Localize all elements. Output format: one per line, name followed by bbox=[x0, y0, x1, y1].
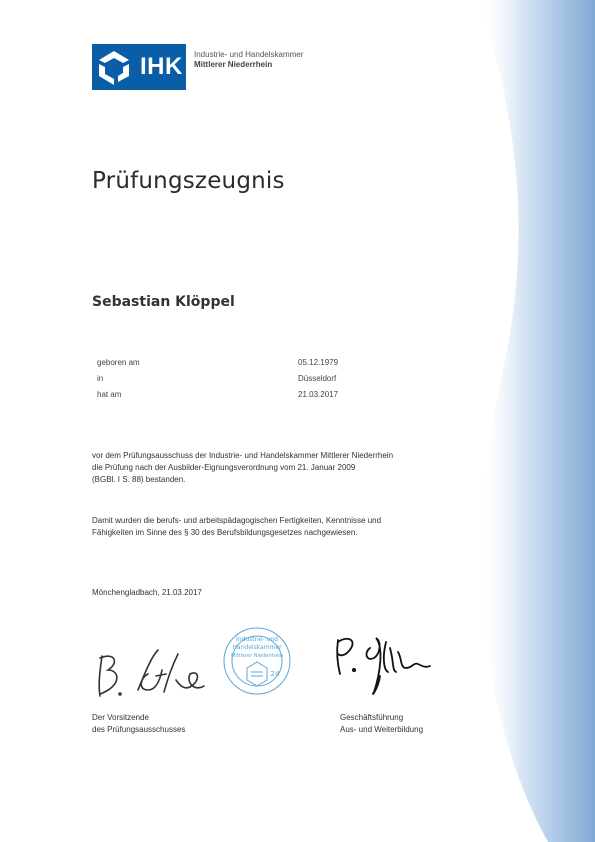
text-line: Damit wurden die berufs- und arbeitspädagogischen Fertigkeiten, Kenntnisse und bbox=[92, 516, 382, 525]
seal-line-3: Mittlerer Niederrhein bbox=[231, 653, 283, 659]
text-line: Fähigkeiten im Sinne des § 30 des Berufsbildungsgesetzes nachgewiesen. bbox=[92, 528, 358, 537]
caption-line: Der Vorsitzende bbox=[92, 713, 149, 722]
fact-value: 05.12.1979 bbox=[298, 358, 339, 367]
fact-label: in bbox=[97, 374, 104, 383]
organization-name bbox=[194, 50, 303, 70]
ihk-logo-icon bbox=[92, 44, 136, 90]
exam-statement bbox=[92, 450, 462, 486]
text-line: vor dem Prüfungsausschuss der Industrie- und Handelskammer Mittlerer Niederrhein bbox=[92, 451, 394, 460]
caption-management bbox=[340, 712, 423, 736]
caption-line: Geschäftsführung bbox=[340, 713, 404, 722]
competence-statement bbox=[92, 515, 462, 539]
place-and-date: Mönchengladbach, 21.03.2017 bbox=[92, 588, 202, 597]
caption-line: Aus- und Weiterbildung bbox=[340, 725, 424, 734]
candidate-name: Sebastian Klöppel bbox=[92, 294, 235, 310]
fact-birth-place bbox=[97, 374, 357, 390]
seal-line-2: Handelskammer bbox=[232, 644, 282, 651]
text-line: (BGBl. I S. 88) bestanden. bbox=[92, 475, 186, 484]
document-title: Prüfungszeugnis bbox=[92, 168, 285, 194]
fact-value: Düsseldorf bbox=[298, 374, 337, 383]
ihk-logo bbox=[92, 44, 186, 90]
signature-management bbox=[330, 628, 450, 698]
caption-line: des Prüfungsausschusses bbox=[92, 725, 186, 734]
text-line: die Prüfung nach der Ausbilder-Eignungsverordnung vom 21. Januar 2009 bbox=[92, 463, 356, 472]
org-line-1: Industrie- und Handelskammer bbox=[194, 50, 304, 59]
seal-number: 24 bbox=[270, 670, 280, 678]
personal-facts bbox=[97, 358, 357, 406]
fact-birth-date bbox=[97, 358, 357, 374]
official-seal-icon bbox=[222, 626, 292, 696]
logo-text: IHK bbox=[140, 53, 183, 80]
fact-value: 21.03.2017 bbox=[298, 390, 339, 399]
fact-label: geboren am bbox=[97, 358, 140, 367]
caption-chairman bbox=[92, 712, 185, 736]
fact-label: hat am bbox=[97, 390, 122, 399]
fact-exam-date bbox=[97, 390, 357, 406]
signature-chairman bbox=[90, 640, 210, 704]
seal-line-1: Industrie- und bbox=[236, 636, 278, 643]
org-line-2: Mittlerer Niederrhein bbox=[194, 60, 273, 69]
